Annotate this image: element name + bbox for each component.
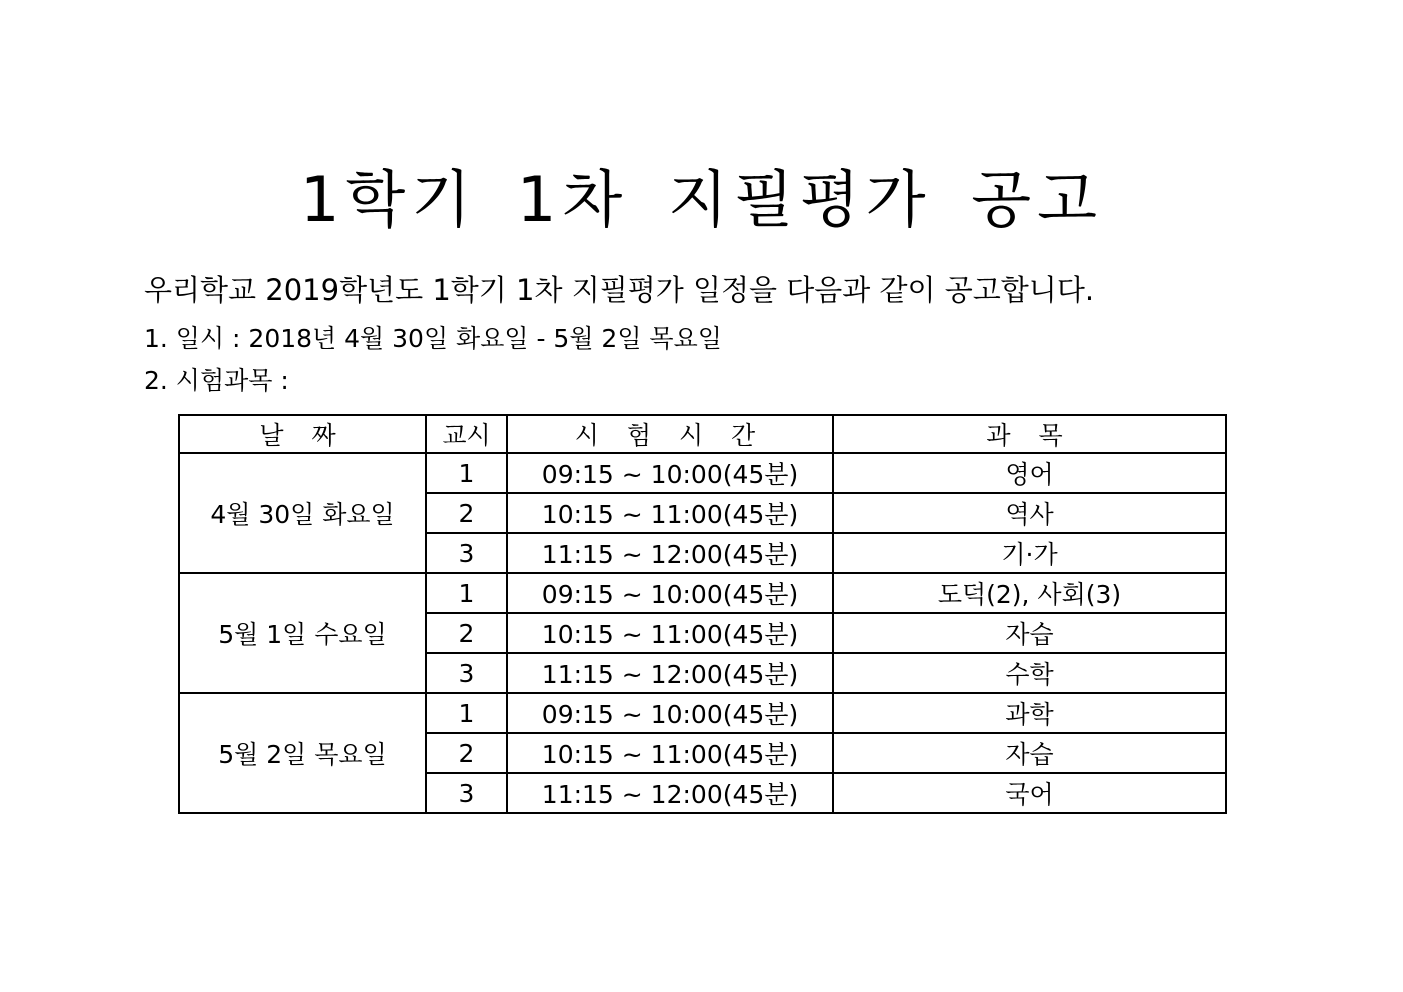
table-row (179, 693, 1226, 733)
period-cell: 1 (426, 453, 507, 493)
period-cell: 3 (426, 653, 507, 693)
header-date: 날 짜 (179, 415, 426, 453)
time-cell: 11:15 ~ 12:00(45분) (507, 653, 833, 693)
header-period: 교시 (426, 415, 507, 453)
time-cell: 11:15 ~ 12:00(45분) (507, 533, 833, 573)
table-header-row (179, 415, 1226, 453)
subject-cell: 과학 (833, 693, 1226, 733)
period-cell: 1 (426, 693, 507, 733)
period-cell: 2 (426, 733, 507, 773)
subject-cell: 영어 (833, 453, 1226, 493)
time-cell: 10:15 ~ 11:00(45분) (507, 613, 833, 653)
table-row (179, 453, 1226, 493)
date-cell: 4월 30일 화요일 (179, 453, 426, 573)
subject-cell: 자습 (833, 733, 1226, 773)
date-cell: 5월 1일 수요일 (179, 573, 426, 693)
time-cell: 09:15 ~ 10:00(45분) (507, 693, 833, 733)
table-row (179, 573, 1226, 613)
time-cell: 11:15 ~ 12:00(45분) (507, 773, 833, 813)
subject-cell: 수학 (833, 653, 1226, 693)
period-cell: 3 (426, 533, 507, 573)
period-cell: 3 (426, 773, 507, 813)
period-cell: 2 (426, 613, 507, 653)
subject-cell: 기·가 (833, 533, 1226, 573)
exam-subjects-item: 2. 시험과목 : (144, 366, 289, 395)
subject-cell: 역사 (833, 493, 1226, 533)
header-subject: 과 목 (833, 415, 1226, 453)
subject-cell: 자습 (833, 613, 1226, 653)
time-cell: 09:15 ~ 10:00(45분) (507, 453, 833, 493)
schedule-dates-item: 1. 일시 : 2018년 4월 30일 화요일 - 5월 2일 목요일 (144, 324, 722, 353)
period-cell: 1 (426, 573, 507, 613)
time-cell: 10:15 ~ 11:00(45분) (507, 493, 833, 533)
subject-cell: 도덕(2), 사회(3) (833, 573, 1226, 613)
date-cell: 5월 2일 목요일 (179, 693, 426, 813)
exam-schedule-table (178, 414, 1227, 814)
header-time: 시 험 시 간 (507, 415, 833, 453)
page-title: 1학기 1차 지필평가 공고 (299, 163, 1104, 236)
intro-text: 우리학교 2019학년도 1학기 1차 지필평가 일정을 다음과 같이 공고합니다. (144, 273, 1095, 307)
time-cell: 09:15 ~ 10:00(45분) (507, 573, 833, 613)
period-cell: 2 (426, 493, 507, 533)
subject-cell: 국어 (833, 773, 1226, 813)
time-cell: 10:15 ~ 11:00(45분) (507, 733, 833, 773)
